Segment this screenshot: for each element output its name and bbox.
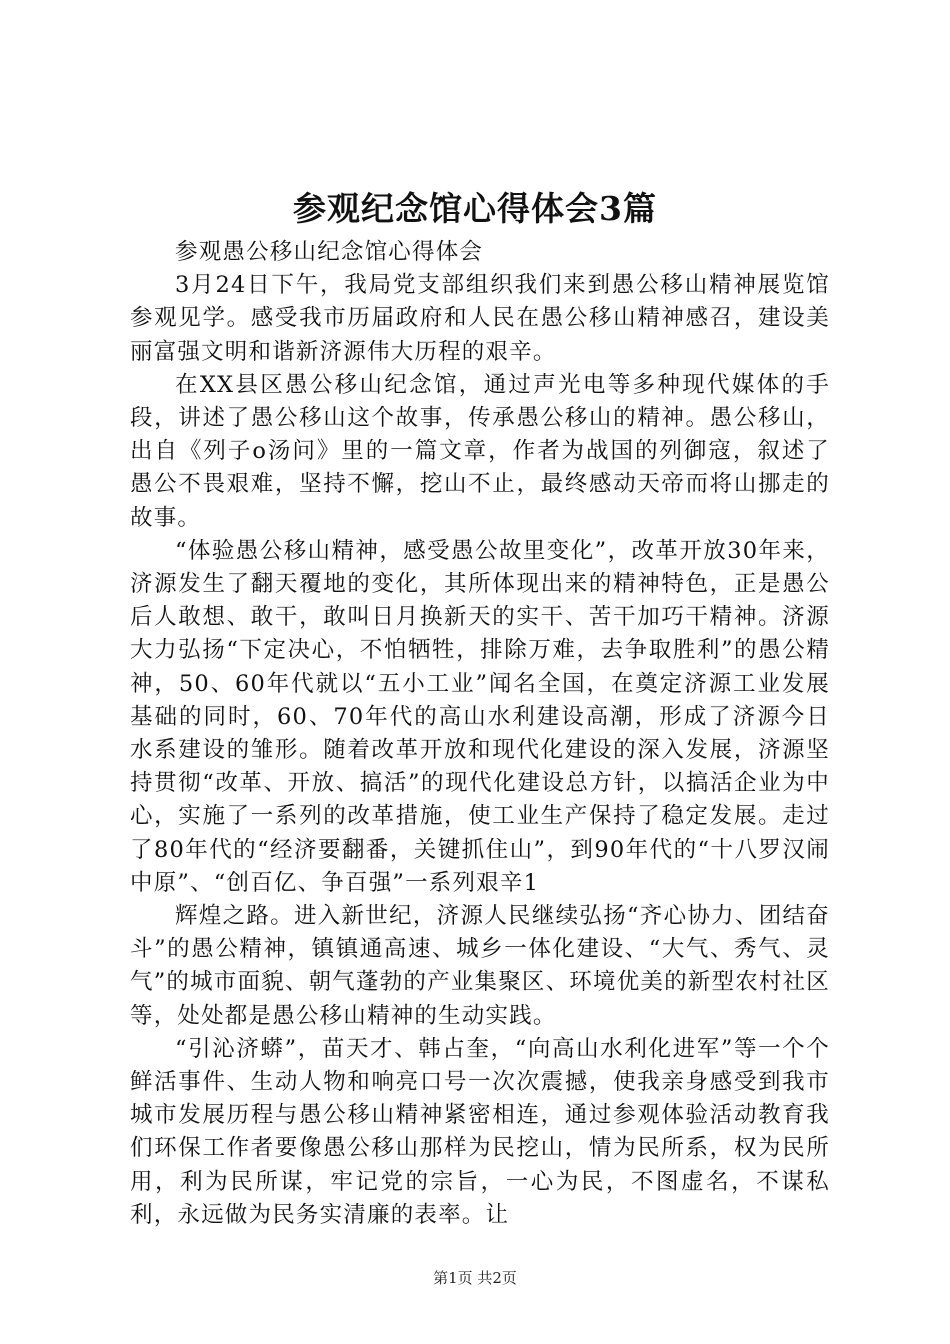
document-title: 参观纪念馆心得体会3篇	[293, 189, 657, 228]
paragraph: “引沁济蟒”，苗天才、韩占奎，“向高山水利化进军”等一个个鲜活事件、生动人物和响亮口号一次次震撼，使我亲身感受到我市城市发展历程与愚公移山精神紧密相连，通过参观体验活动教育我们环保工作者要像愚公移山那样为民挖山，情为民所系，权为民所用，利为民所谋，牢记党的宗旨，一心为民，不图虚名，不谋私利，永远做为民务实清廉的表率。让	[130, 1035, 830, 1228]
page-footer: 第1页 共2页	[433, 1269, 517, 1287]
paragraph: 辉煌之路。进入新世纪，济源人民继续弘扬“齐心协力、团结奋斗”的愚公精神，镇镇通高速、城乡一体化建设、“大气、秀气、灵气”的城市面貌、朝气蓬勃的产业集聚区、环境优美的新型农村社区等，处处都是愚公移山精神的生动实践。	[130, 903, 831, 1029]
document-body	[130, 236, 830, 1232]
paragraph: 在XX县区愚公移山纪念馆，通过声光电等多种现代媒体的手段，讲述了愚公移山这个故事，传承愚公移山的精神。愚公移山，出自《列子o汤问》里的一篇文章，作者为战国的列御寇，叙述了愚公不畏艰难，坚持不懈，挖山不止，最终感动天帝而将山挪走的故事。	[130, 371, 830, 531]
paragraph: “体验愚公移山精神，感受愚公故里变化”，改革开放30年来，济源发生了翻天覆地的变化，其所体现出来的精神特色，正是愚公后人敢想、敢干，敢叫日月换新天的实干、苦干加巧干精神。济源大力弘扬“下定决心，不怕牺牲，排除万难，去争取胜利”的愚公精神，50、60年代就以“五小工业”闻名全国，在奠定济源工业发展基础的同时，60、70年代的高山水利建设高潮，形成了济源今日水系建设的雏形。随着改革开放和现代化建设的深入发展，济源坚持贯彻“改革、开放、搞活”的现代化建设总方针，以搞活企业为中心，实施了一系列的改革措施，使工业生产保持了稳定发展。走过了80年代的“经济要翻番，关键抓住山”，到90年代的“十八罗汉闹中原”、“创百亿、争百强”一系列艰辛1	[130, 537, 830, 896]
paragraph: 3月24日下午，我局党支部组织我们来到愚公移山精神展览馆参观见学。感受我市历届政府和人民在愚公移山精神感召，建设美丽富强文明和谐新济源伟大历程的艰辛。	[130, 272, 830, 365]
section-heading: 参观愚公移山纪念馆心得体会	[175, 239, 484, 265]
